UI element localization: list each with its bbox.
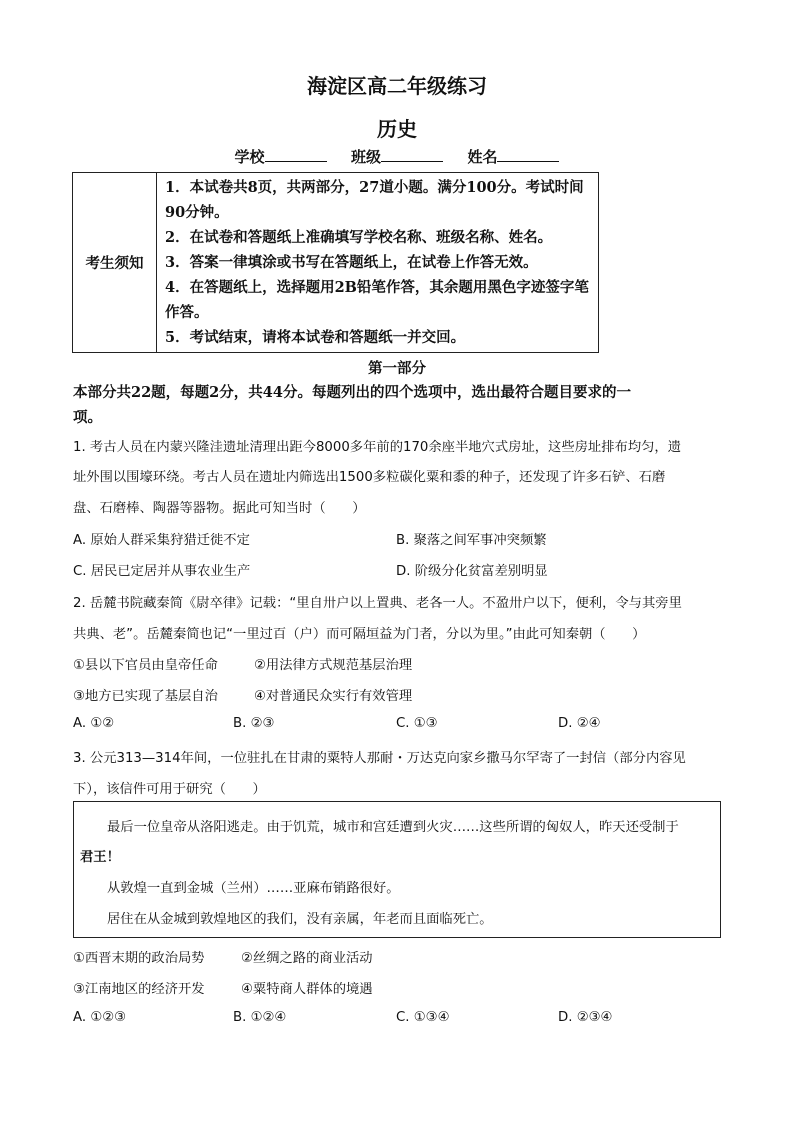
q3-quote-line: 居住在从金城到敦煌地区的我们，没有亲属，年老而且面临死亡。 — [107, 912, 493, 927]
q1-stem-line: 1. 考古人员在内蒙兴隆洼遗址清理出距今8000多年前的170余座半地穴式房址，这些房址排布均匀，遗 — [73, 440, 682, 455]
notice-item: 1．本试卷共8页，共两部分，27道小题。满分100分。考试时间90分钟。 — [165, 179, 584, 221]
part-one-intro-line: 本部分共22题，每题2分，共44分。每题列出的四个选项中，选出最符合题目要求的一 — [73, 384, 631, 401]
q3-option-a[interactable]: A. ①②③ — [73, 1010, 127, 1025]
q2-option-a[interactable]: A. ①② — [73, 716, 115, 731]
q2-statement: ③地方已实现了基层自治 — [73, 689, 218, 704]
notice-items — [157, 173, 599, 353]
class-label: 班级 — [350, 148, 381, 166]
q2-option-c[interactable]: C. ①③ — [396, 716, 438, 731]
q3-statement: ④粟特商人群体的境遇 — [241, 982, 373, 997]
q3-quote-line: 从敦煌一直到金城（兰州）……亚麻布销路很好。 — [107, 881, 400, 896]
school-blank[interactable] — [265, 147, 327, 162]
q3-stem-line: 3. 公元313—314年间，一位驻扎在甘肃的粟特人那耐・万达克向家乡撒马尔罕寄了一封信（部分内容见 — [73, 751, 686, 766]
q2-statement: ①县以下官员由皇帝任命 — [73, 658, 218, 673]
q2-statement: ②用法律方式规范基层治理 — [254, 658, 413, 673]
q2-statement: ④对普通民众实行有效管理 — [254, 689, 413, 704]
q3-option-d[interactable]: D. ②③④ — [558, 1010, 613, 1025]
q3-statement: ②丝绸之路的商业活动 — [241, 951, 373, 966]
part-one-heading: 第一部分 — [368, 360, 426, 377]
q2-stem-line: 2. 岳麓书院藏秦简《尉卒律》记载：“里自卅户以上置典、老各一人。不盈卅户以下，便利，令与其旁里 — [73, 596, 682, 611]
q3-statement: ①西晋末期的政治局势 — [73, 951, 205, 966]
q1-stem-line: 盘、石磨棒、陶器等器物。据此可知当时（ ） — [73, 501, 366, 516]
q1-option-a[interactable]: A. 原始人群采集狩猎迁徙不定 — [73, 533, 250, 548]
q1-stem-line: 址外围以围壕环绕。考古人员在遗址内筛选出1500多粒碳化粟和黍的种子，还发现了许多石铲、石磨 — [73, 470, 666, 485]
class-blank[interactable] — [381, 147, 443, 162]
q3-option-c[interactable]: C. ①③④ — [396, 1010, 450, 1025]
notice-item: 5．考试结束，请将本试卷和答题纸一并交回。 — [165, 329, 466, 346]
name-label: 姓名 — [467, 148, 498, 166]
name-blank[interactable] — [497, 147, 559, 162]
notice-item: 2．在试卷和答题纸上准确填写学校名称、班级名称、姓名。 — [165, 229, 553, 246]
q3-quote-line: 君王！ — [80, 850, 120, 865]
q3-quote-line: 最后一位皇帝从洛阳逃走。由于饥荒，城市和宫廷遭到火灾……这些所谓的匈奴人，昨天还受制于 — [107, 820, 679, 835]
subject-title: 历史 — [377, 117, 417, 141]
q2-option-b[interactable]: B. ②③ — [233, 716, 275, 731]
notice-label: 考生须知 — [73, 173, 157, 353]
candidate-notice-table — [72, 172, 599, 353]
part-one-intro-line: 项。 — [73, 409, 102, 426]
notice-item: 3．答案一律填涂或书写在答题纸上，在试卷上作答无效。 — [165, 254, 538, 271]
q2-stem-line: 共典、老”。岳麓秦简也记“一里过百（户）而可隔垣益为门者，分以为里。”由此可知秦朝（ ） — [73, 627, 646, 642]
student-info-line — [0, 146, 794, 167]
school-label: 学校 — [234, 148, 265, 166]
q2-option-d[interactable]: D. ②④ — [558, 716, 601, 731]
q3-stem-line: 下），该信件可用于研究（ ） — [73, 782, 266, 797]
exam-title: 海淀区高二年级练习 — [307, 74, 487, 98]
q1-option-b[interactable]: B. 聚落之间军事冲突频繁 — [396, 533, 547, 548]
q3-option-b[interactable]: B. ①②④ — [233, 1010, 287, 1025]
notice-item: 4．在答题纸上，选择题用2B铅笔作答，其余题用黑色字迹签字笔作答。 — [165, 279, 589, 321]
q3-statement: ③江南地区的经济开发 — [73, 982, 205, 997]
q1-option-d[interactable]: D. 阶级分化贫富差别明显 — [396, 564, 548, 579]
q1-option-c[interactable]: C. 居民已定居并从事农业生产 — [73, 564, 251, 579]
